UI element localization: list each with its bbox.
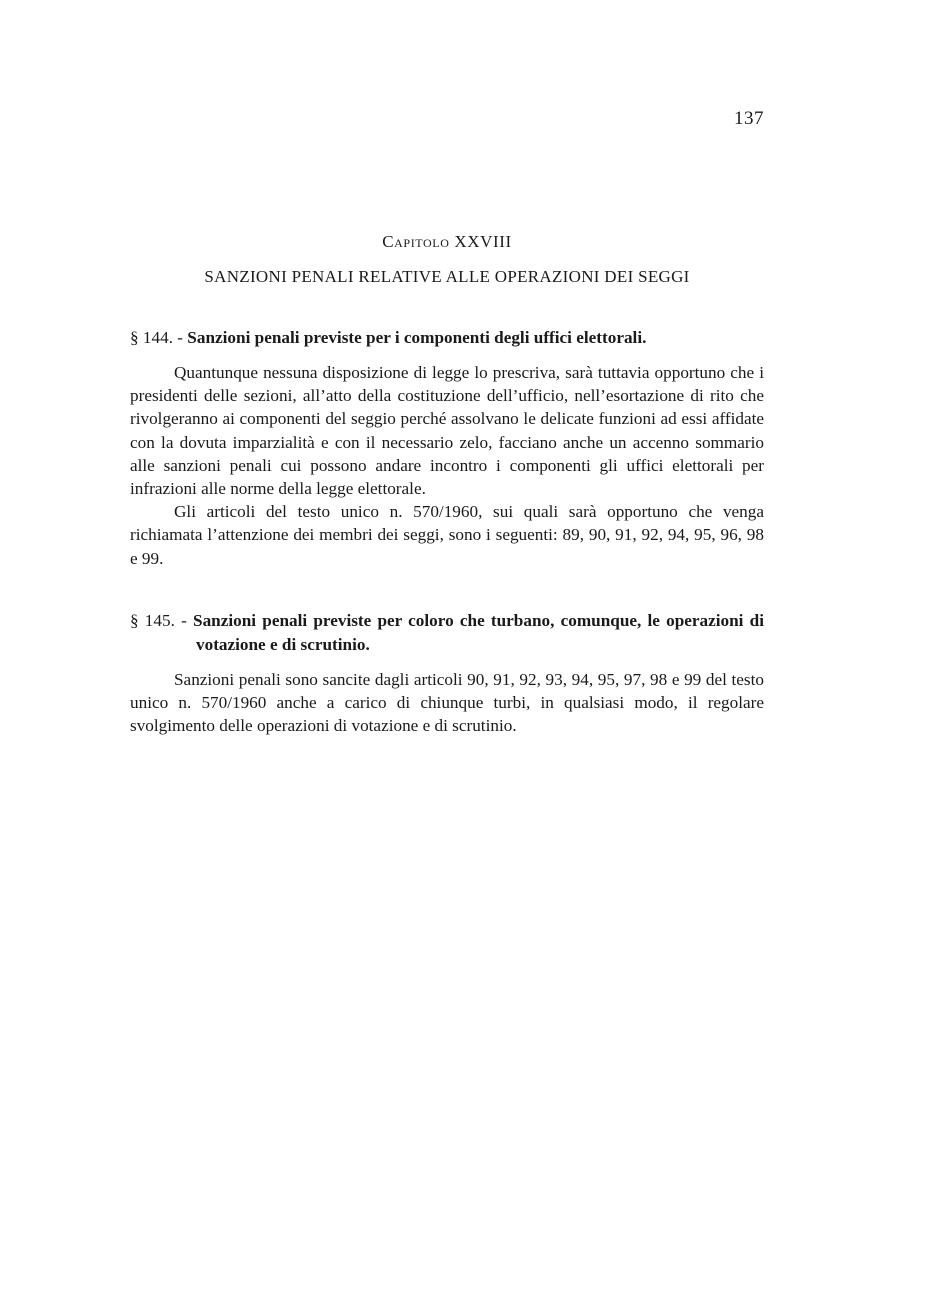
section-heading xyxy=(130,326,764,350)
chapter-label-prefix: Capitolo xyxy=(382,232,450,251)
chapter-numeral: XXVIII xyxy=(454,232,512,251)
page-number: 137 xyxy=(734,108,764,129)
chapter-title: SANZIONI PENALI RELATIVE ALLE OPERAZIONI DEI SEGGI xyxy=(204,267,690,286)
section-heading-text: Sanzioni penali previste per i componenti degli uffici elettorali. xyxy=(187,328,647,347)
section-number: § 144. - xyxy=(130,328,183,347)
section-145 xyxy=(130,609,764,738)
section-number: § 145. - xyxy=(130,611,187,630)
paragraph: Quantunque nessuna disposizione di legge lo prescriva, sarà tuttavia opportuno che i presidenti delle sezioni, all’atto della costituzione dell’ufficio, nell’esortazione di rito che rivolgeranno ai componenti del seggio perché assolvano le delicate funzioni ad essi affidate con la dovuta imparzialità e con il necessario zelo, facciano anche un accenno sommario alle sanzioni penali cui possono andare incontro i componenti gli uffici elettorali per infrazioni alle norme della legge elettorale. xyxy=(130,363,764,499)
chapter-label xyxy=(130,232,764,252)
section-heading xyxy=(130,609,764,657)
paragraph: Sanzioni penali sono sancite dagli articoli 90, 91, 92, 93, 94, 95, 97, 98 e 99 del testo unico n. 570/1960 anche a carico di chiunque turbi, in qualsiasi modo, il regolare svolgimento delle operazioni di votazione e di scrutinio. xyxy=(130,670,764,736)
section-heading-text: Sanzioni penali previste per coloro che turbano, comunque, le operazioni di votazione e di scrutinio. xyxy=(193,611,764,654)
paragraph: Gli articoli del testo unico n. 570/1960, sui quali sarà opportuno che venga richiamata l’attenzione dei membri dei seggi, sono i seguenti: 89, 90, 91, 92, 94, 95, 96, 98 e 99. xyxy=(130,502,764,568)
section-144 xyxy=(130,326,764,570)
